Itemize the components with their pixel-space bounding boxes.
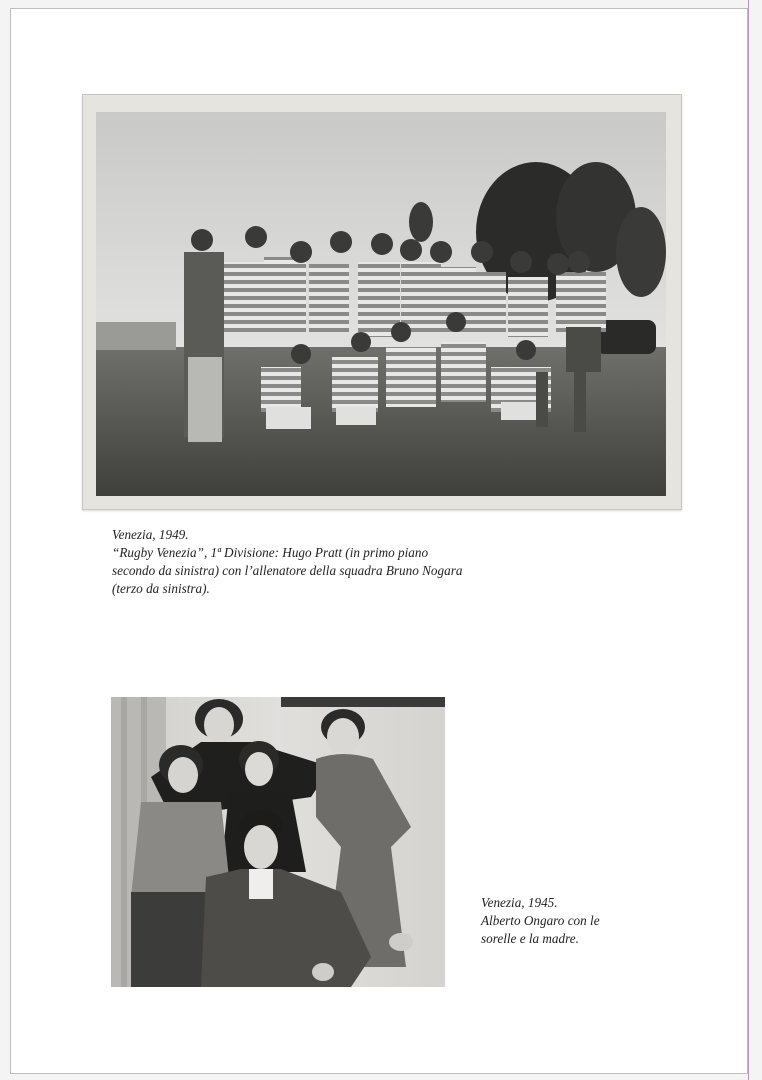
rugby-team-photo [96, 112, 666, 496]
caption-line: secondo da sinistra) con l’allenatore della squadra Bruno Nogara [112, 563, 463, 578]
caption-line: Alberto Ongaro con le [481, 913, 600, 928]
family-portrait-photo [111, 697, 445, 987]
trim-guide-line [748, 0, 749, 1080]
caption-line: (terzo da sinistra). [112, 581, 210, 596]
family-photo-caption [481, 894, 600, 948]
caption-line: sorelle e la madre. [481, 931, 579, 946]
caption-line: “Rugby Venezia”, 1ª Divisione: Hugo Pratt (in primo piano [112, 545, 429, 560]
rugby-photo-caption [112, 526, 462, 598]
caption-line: Venezia, 1945. [481, 895, 558, 910]
caption-line: Venezia, 1949. [112, 527, 189, 542]
